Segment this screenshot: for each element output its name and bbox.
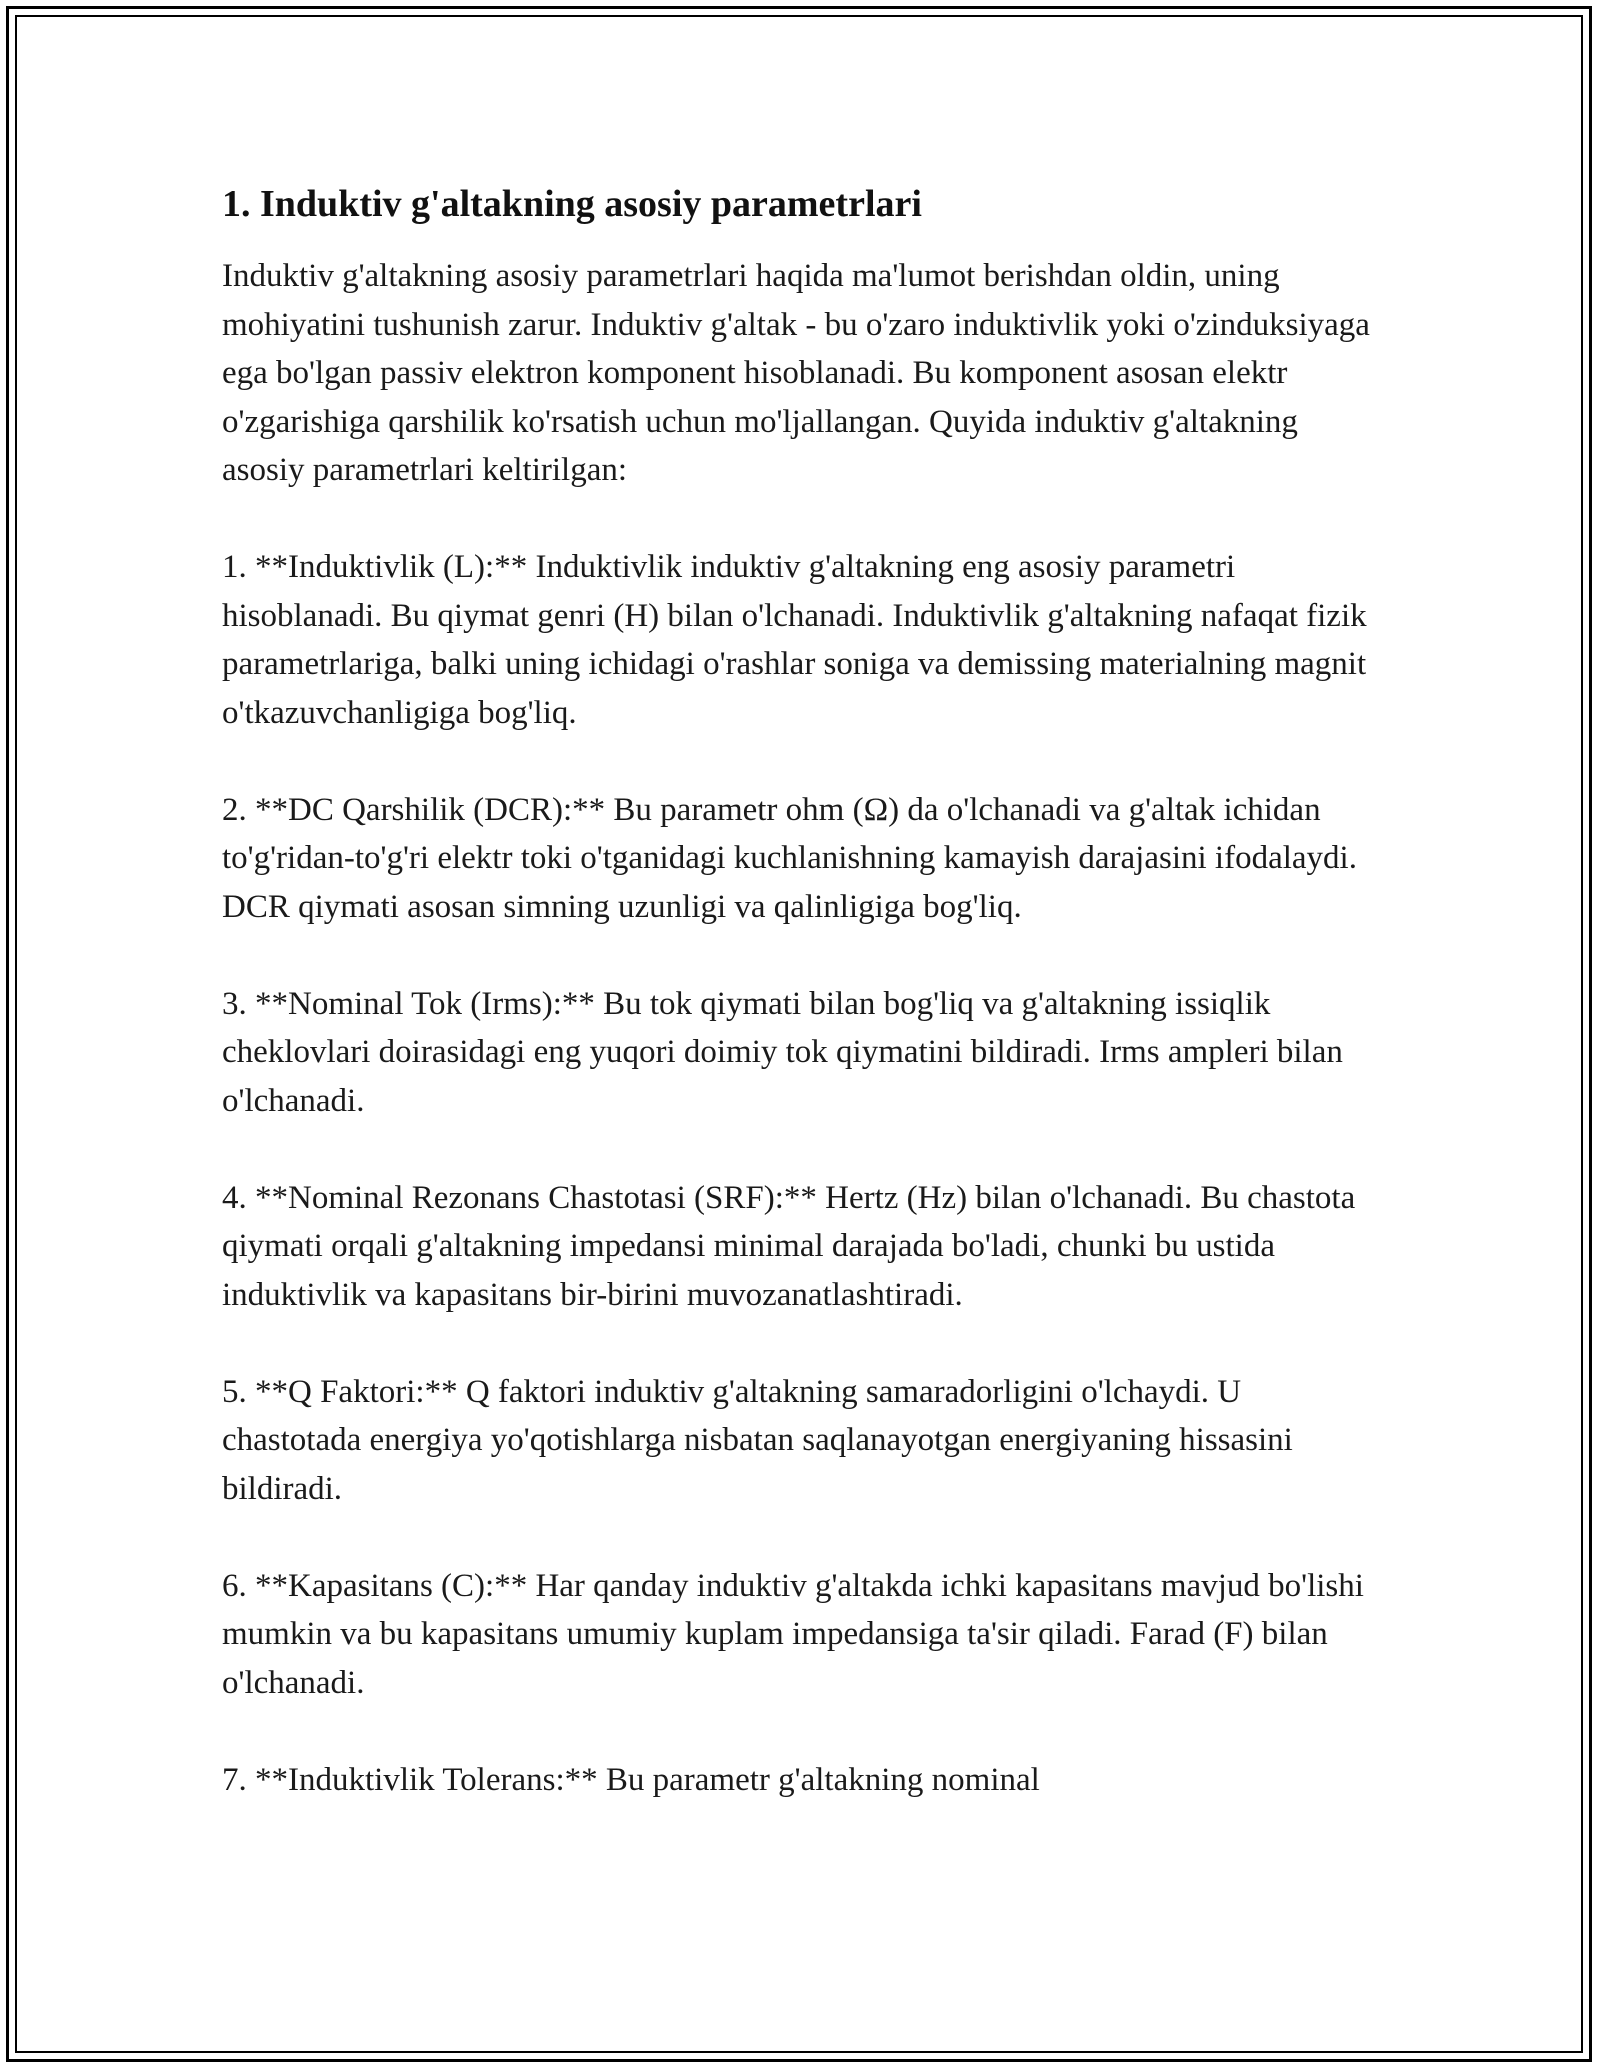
list-item-q-factor: 5. **Q Faktori:** Q faktori induktiv g'altakning samaradorligini o'lchaydi. U chastotada energiya yo'qotishlarga nisbatan saqlanayotgan energiyaning hissasini bildiradi. <box>222 1373 1293 1507</box>
list-item-rated-current: 3. **Nominal Tok (Irms):** Bu tok qiymati bilan bog'liq va g'altakning issiqlik cheklovlari doirasidagi eng yuqori doimiy tok qiymatini bildiradi. Irms ampleri bilan o'lchanadi. <box>222 985 1343 1119</box>
list-item-dc-resistance: 2. **DC Qarshilik (DCR):** Bu parametr ohm (Ω) da o'lchanadi va g'altak ichidan to'g'ridan-to'g'ri elektr toki o'tganidagi kuchlanishning kamayish darajasini ifodalaydi. DCR qiymati asosan simning uzunligi va qalinligiga bog'liq. <box>222 791 1357 925</box>
list-item-capacitance: 6. **Kapasitans (C):** Har qanday induktiv g'altakda ichki kapasitans mavjud bo'lishi mumkin va bu kapasitans umumiy kuplam impedansiga ta'sir qiladi. Farad (F) bilan o'lchanadi. <box>222 1567 1364 1701</box>
list-item-inductance: 1. **Induktivlik (L):** Induktivlik induktiv g'altakning eng asosiy parametri hisoblanadi. Bu qiymat genri (H) bilan o'lchanadi. Induktivlik g'altakning nafaqat fizik parametrlariga, balki uning ichidagi o'rashlar soniga va demissing materialning magnit o'tkazuvchanligiga bog'liq. <box>222 549 1367 731</box>
list-item-inductance-tolerance: 7. **Induktivlik Tolerans:** Bu parametr g'altakning nominal <box>222 1761 1040 1798</box>
intro-paragraph: Induktiv g'altakning asosiy parametrlari haqida ma'lumot berishdan oldin, uning mohiyatini tushunish zarur. Induktiv g'altak - bu o'zaro induktivlik yoki o'zinduksiyaga ega bo'lgan passiv elektron komponent hisoblanadi. Bu komponent asosan elektr o'zgarishiga qarshilik ko'rsatish uchun mo'ljallangan. Quyida induktiv g'altakning asosiy parametrlari keltirilgan: <box>222 258 1370 488</box>
section-heading: 1. Induktiv g'altakning asosiy parametrlari <box>222 183 922 225</box>
list-item-self-resonant-frequency: 4. **Nominal Rezonans Chastotasi (SRF):** Hertz (Hz) bilan o'lchanadi. Bu chastota qiymati orqali g'altakning impedansi minimal darajada bo'ladi, chunki bu ustida induktivlik va kapasitans bir-birini muvozanatlashtiradi. <box>222 1179 1356 1313</box>
document-body <box>222 180 1382 1853</box>
